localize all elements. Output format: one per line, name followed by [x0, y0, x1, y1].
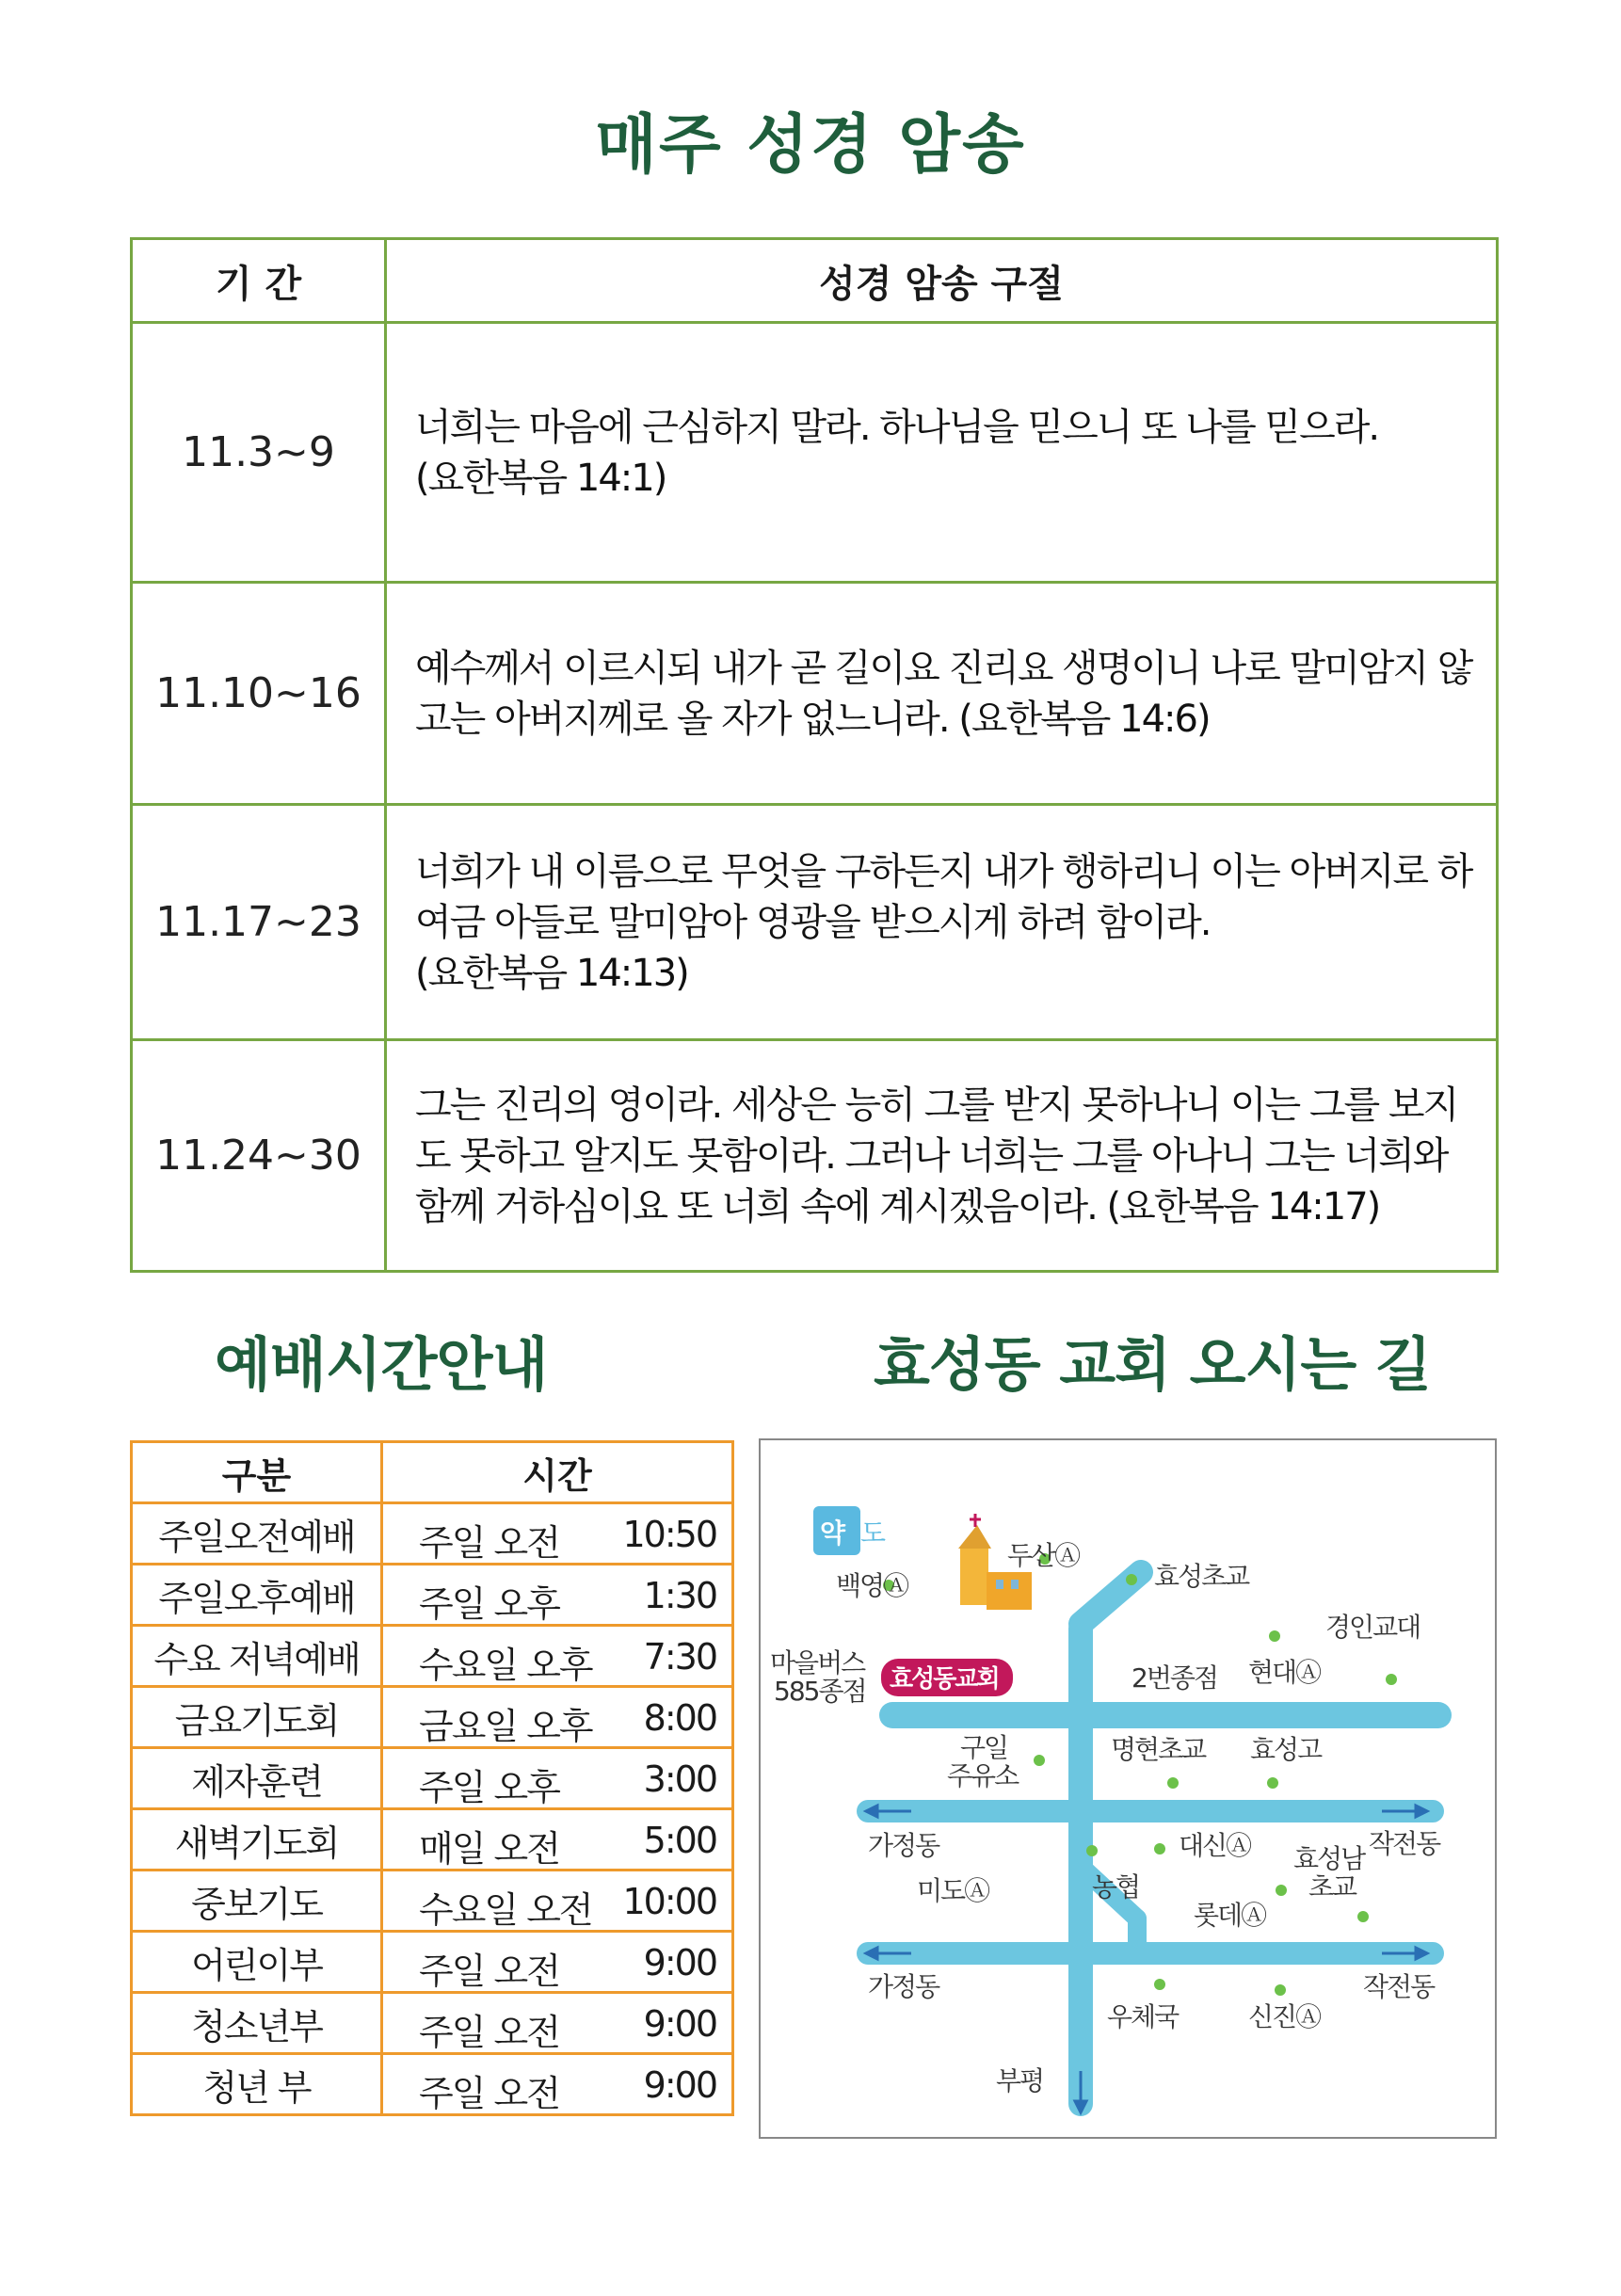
- verse-line: (요한복음 14:13): [415, 951, 688, 995]
- map-label: 신진Ⓐ: [1248, 2001, 1321, 2032]
- period-cell: 11.24~30: [132, 1040, 386, 1272]
- service-hour: 10:00: [622, 1881, 716, 1922]
- map-label: 대신Ⓐ: [1179, 1830, 1251, 1861]
- map-label: 가정동: [868, 1830, 939, 1861]
- service-day: 매일 오전: [419, 1828, 559, 1870]
- header-time: 시간: [382, 1442, 733, 1503]
- verse-line: 예수께서 이르시되 내가 곧 길이요 진리요 생명이니 나로 말미암지 않: [415, 646, 1472, 690]
- table-row: [132, 1687, 733, 1748]
- service-time: [382, 1809, 733, 1871]
- table-row: [132, 1871, 733, 1932]
- map-label: 585종점: [774, 1676, 866, 1707]
- map-graphic: [761, 1440, 1495, 2137]
- church-label: 효성동교회: [890, 1665, 999, 1694]
- header-category: 구분: [132, 1442, 382, 1503]
- header-verse: 성경 암송 구절: [386, 239, 1498, 323]
- table-row: [132, 1626, 733, 1687]
- service-name: 주일오후예배: [132, 1565, 382, 1626]
- verse-line: 여금 아들로 말미암아 영광을 받으시게 하려 함이라.: [415, 900, 1211, 944]
- verse-line: (요한복음 14:1): [415, 456, 666, 500]
- verse-cell: [386, 1040, 1498, 1272]
- service-hour: 8:00: [643, 1697, 716, 1739]
- logo-char: 도: [860, 1517, 885, 1549]
- table-row: [132, 583, 1498, 805]
- worship-table-header: [132, 1442, 733, 1503]
- directions-map: [759, 1438, 1497, 2139]
- map-label: 가정동: [868, 1971, 939, 2002]
- map-label: 효성초교: [1154, 1561, 1249, 1592]
- service-name: 어린이부: [132, 1932, 382, 1993]
- service-name: 새벽기도회: [132, 1809, 382, 1871]
- verse-line: 함께 거하심이요 또 너희 속에 계시겠음이라. (요한복음 14:17): [415, 1184, 1380, 1228]
- map-label: 롯데Ⓐ: [1194, 1900, 1266, 1931]
- map-label: 두산Ⓐ: [1007, 1540, 1080, 1571]
- verse-cell: [386, 323, 1498, 583]
- service-hour: 9:00: [643, 2003, 716, 2045]
- service-hour: 9:00: [643, 1942, 716, 1983]
- service-hour: 5:00: [643, 1820, 716, 1861]
- table-row: [132, 1748, 733, 1809]
- service-day: 주일 오전: [419, 1951, 559, 1992]
- service-day: 수요일 오후: [419, 1645, 592, 1686]
- directions-title: 효성동 교회 오시는 길: [874, 1330, 1431, 1399]
- map-label: 미도Ⓐ: [917, 1875, 989, 1906]
- service-time: [382, 1503, 733, 1565]
- table-row: [132, 323, 1498, 583]
- period-cell: 11.3~9: [132, 323, 386, 583]
- map-label: 경인교대: [1325, 1612, 1420, 1643]
- service-name: 주일오전예배: [132, 1503, 382, 1565]
- service-hour: 1:30: [643, 1575, 716, 1616]
- table-row: [132, 1993, 733, 2054]
- service-name: 수요 저녁예배: [132, 1626, 382, 1687]
- logo-char: 약: [820, 1517, 844, 1549]
- header-period: 기 간: [132, 239, 386, 323]
- service-day: 주일 오후: [419, 1583, 559, 1625]
- service-time: [382, 1687, 733, 1748]
- service-time: [382, 1626, 733, 1687]
- verse-line: 너희는 마음에 근심하지 말라. 하나님을 믿으니 또 나를 믿으라.: [415, 405, 1379, 449]
- verse-table-header: [132, 239, 1498, 323]
- table-row: [132, 1503, 733, 1565]
- table-row: [132, 2054, 733, 2115]
- map-label: 현대Ⓐ: [1248, 1657, 1321, 1688]
- service-time: [382, 1993, 733, 2054]
- service-day: 수요일 오전: [419, 1889, 592, 1931]
- verse-cell: [386, 805, 1498, 1040]
- service-name: 금요기도회: [132, 1687, 382, 1748]
- service-hour: 9:00: [643, 2064, 716, 2106]
- verse-line: 도 못하고 알지도 못함이라. 그러나 너희는 그를 아나니 그는 너희와: [415, 1133, 1448, 1178]
- service-time: [382, 1871, 733, 1932]
- map-label: 농협: [1092, 1871, 1140, 1903]
- period-cell: 11.10~16: [132, 583, 386, 805]
- period-cell: 11.17~23: [132, 805, 386, 1040]
- map-label: 우체국: [1107, 2001, 1179, 2032]
- verse-line: 고는 아버지께로 올 자가 없느니라. (요한복음 14:6): [415, 697, 1210, 741]
- table-row: [132, 1809, 733, 1871]
- service-time: [382, 1565, 733, 1626]
- map-label: 마을버스: [770, 1647, 865, 1678]
- service-hour: 7:30: [643, 1636, 716, 1678]
- verse-line: 너희가 내 이름으로 무엇을 구하든지 내가 행하리니 이는 아버지로 하: [415, 849, 1472, 893]
- map-label: 구일: [960, 1732, 1008, 1763]
- page-title: 매주 성경 암송: [595, 108, 1026, 183]
- service-time: [382, 1932, 733, 1993]
- service-name: 청소년부: [132, 1993, 382, 2054]
- map-label: 효성고: [1250, 1734, 1322, 1765]
- service-day: 주일 오전: [419, 2073, 559, 2114]
- service-name: 청년 부: [132, 2054, 382, 2115]
- map-label: 2번종점: [1131, 1662, 1217, 1694]
- verse-cell: [386, 583, 1498, 805]
- verse-table: [130, 237, 1499, 1273]
- service-day: 주일 오후: [419, 1767, 559, 1808]
- map-label: 부평: [996, 2065, 1044, 2096]
- service-time: [382, 2054, 733, 2115]
- service-name: 중보기도: [132, 1871, 382, 1932]
- service-day: 주일 오전: [419, 1522, 559, 1564]
- worship-title: 예배시간안내: [215, 1330, 548, 1399]
- service-hour: 3:00: [643, 1758, 716, 1800]
- map-label: 명현초교: [1111, 1734, 1206, 1765]
- service-day: 금요일 오후: [419, 1706, 592, 1747]
- map-label: 작전동: [1363, 1971, 1435, 2002]
- map-label: 효성남: [1293, 1843, 1365, 1874]
- map-label: 작전동: [1369, 1828, 1440, 1859]
- worship-table: [130, 1440, 734, 2116]
- table-row: [132, 1040, 1498, 1272]
- table-row: [132, 805, 1498, 1040]
- verse-line: 그는 진리의 영이라. 세상은 능히 그를 받지 못하나니 이는 그를 보지: [415, 1083, 1458, 1127]
- yakdo-logo: [813, 1506, 886, 1555]
- service-name: 제자훈련: [132, 1748, 382, 1809]
- table-row: [132, 1565, 733, 1626]
- map-label: 주유소: [947, 1760, 1019, 1791]
- table-row: [132, 1932, 733, 1993]
- service-day: 주일 오전: [419, 2012, 559, 2053]
- map-label: 초교: [1308, 1871, 1356, 1903]
- service-time: [382, 1748, 733, 1809]
- service-hour: 10:50: [622, 1514, 716, 1555]
- map-label: 백영Ⓐ: [836, 1570, 908, 1601]
